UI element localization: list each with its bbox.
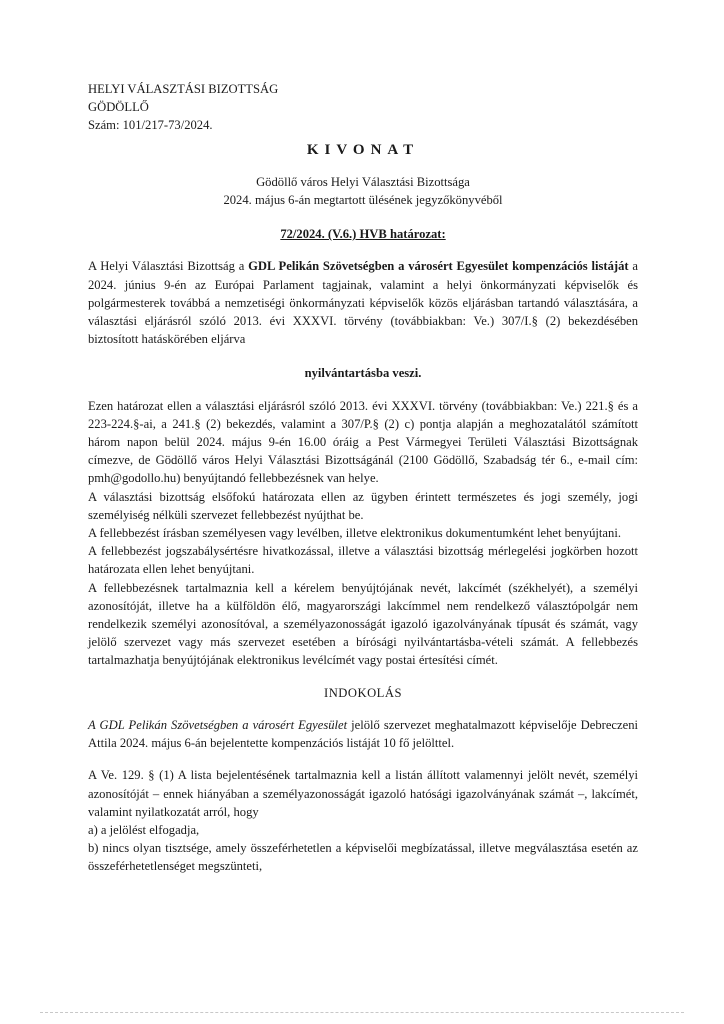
law-item: b) nincs olyan tisztsége, amely összeférhetetlen a képviselői megbízatással, illetve megválasztása esetén az összeférhetetlenséget megszünteti, [88, 841, 638, 874]
indoklas-paragraph: A GDL Pelikán Szövetségben a városért Egyesület jelölő szervezet meghatalmazott képviselője Debreczeni Attila 2024. május 6-án bejelentette kompenzációs listáját 10 fő jelölttel. [88, 717, 638, 751]
intro-paragraph: A Helyi Választási Bizottság a GDL Pelikán Szövetségben a városért Egyesület kompenzációs listáját a 2024. június 9-én az Európai Parlament tagjainak, valamint a helyi önkormányzati képviselők és polgármesterek továbbá a nemzetiségi önkormányzati képviselők közös eljárásban tartandó választására, a választási eljárásról szóló 2013. évi XXXVI. törvény (továbbiakban: Ve.) 307/I.§ (2) bekezdésében biztosított hatáskörében eljárva [88, 259, 638, 347]
remedy-paragraph: A fellebbezést írásban személyesen vagy levélben, illetve elektronikus dokumentumként lehet benyújtani. [88, 526, 621, 541]
subtitle-line-2: 2024. május 6-án megtartott ülésének jegyzőkönyvéből [223, 193, 503, 208]
header-org: HELYI VÁLASZTÁSI BIZOTTSÁG [88, 82, 279, 96]
indoklas-heading: INDOKOLÁS [324, 685, 402, 700]
law-paragraph: A Ve. 129. § (1) A lista bejelentésének tartalmaznia kell a listán állított valamennyi jelölt nevét, személyi azonosítóját – ennek hiányában a személyazonosságát igazoló hatósági igazolványának számát –, lakcímét, valamint nyilatkozatát arról, hogy [88, 768, 638, 819]
remedy-paragraph: A fellebbezést jogszabálysértésre hivatkozással, illetve a választási bizottság mérlegelési jogkörben hozott határozata ellen lehet benyújtani. [88, 544, 638, 577]
law-item: a) a jelölést elfogadja, [88, 822, 200, 837]
document-title: KIVONAT [306, 141, 420, 158]
remedy-paragraph: Ezen határozat ellen a választási eljárásról szóló 2013. évi XXXVI. törvény (továbbiakban: Ve.) 221.§ és a 223-224.§-ai, a 241.§ (2) bekezdés, valamint a 307/P.§ (2) c) pontja alapján a meghozatalától számított három napon belül 2024. május 9-én 16.00 óráig a Pest Vármegyei Területi Választási Bizottságnak címezve, de Gödöllő város Helyi Választási Bizottságánál (2100 Gödöllő, Szabadság tér 6., e-mail cím: pmh@godollo.hu) benyújtandó fellebbezésnek van helye. [88, 398, 638, 486]
header-city: GÖDÖLLŐ [88, 100, 149, 115]
reference-number: Szám: 101/217-73/2024. [88, 118, 213, 133]
organisation-name: GDL Pelikán Szövetségben a városért Egyesület kompenzációs listáját [248, 259, 629, 274]
document-page [88, 80, 638, 876]
remedy-paragraph: A választási bizottság elsőfokú határozata ellen az ügyben érintett természetes és jogi személy, jogi személyiség nélküli szervezet fellebbezést nyújthat be. [88, 489, 638, 522]
remedy-paragraph: A fellebbezésnek tartalmaznia kell a kérelem benyújtójának nevét, lakcímét (székhelyét), a személyi azonosítóját, illetve ha a külföldön élő, magyarországi lakcímmel nem rendelkező választópolgár nem rendelkezik személyi azonosítóval, a személyazonosságát igazoló igazolványának típusát és számát, vagy jelölő szervezet vagy más szervezet esetében a bírósági nyilvántartásba-vételi számát. A fellebbezés tartalmazhatja benyújtójának elektronikus levélcímét vagy postai értesítési címét. [88, 580, 638, 668]
decision-text: nyilvántartásba veszi. [304, 366, 422, 381]
page-bottom-divider [40, 1012, 684, 1013]
organisation-name-italic: A GDL Pelikán Szövetségben a városért Egyesület [88, 717, 348, 732]
resolution-id: 72/2024. (V.6.) HVB határozat: [280, 227, 446, 242]
subtitle-line-1: Gödöllő város Helyi Választási Bizottsága [256, 174, 470, 189]
